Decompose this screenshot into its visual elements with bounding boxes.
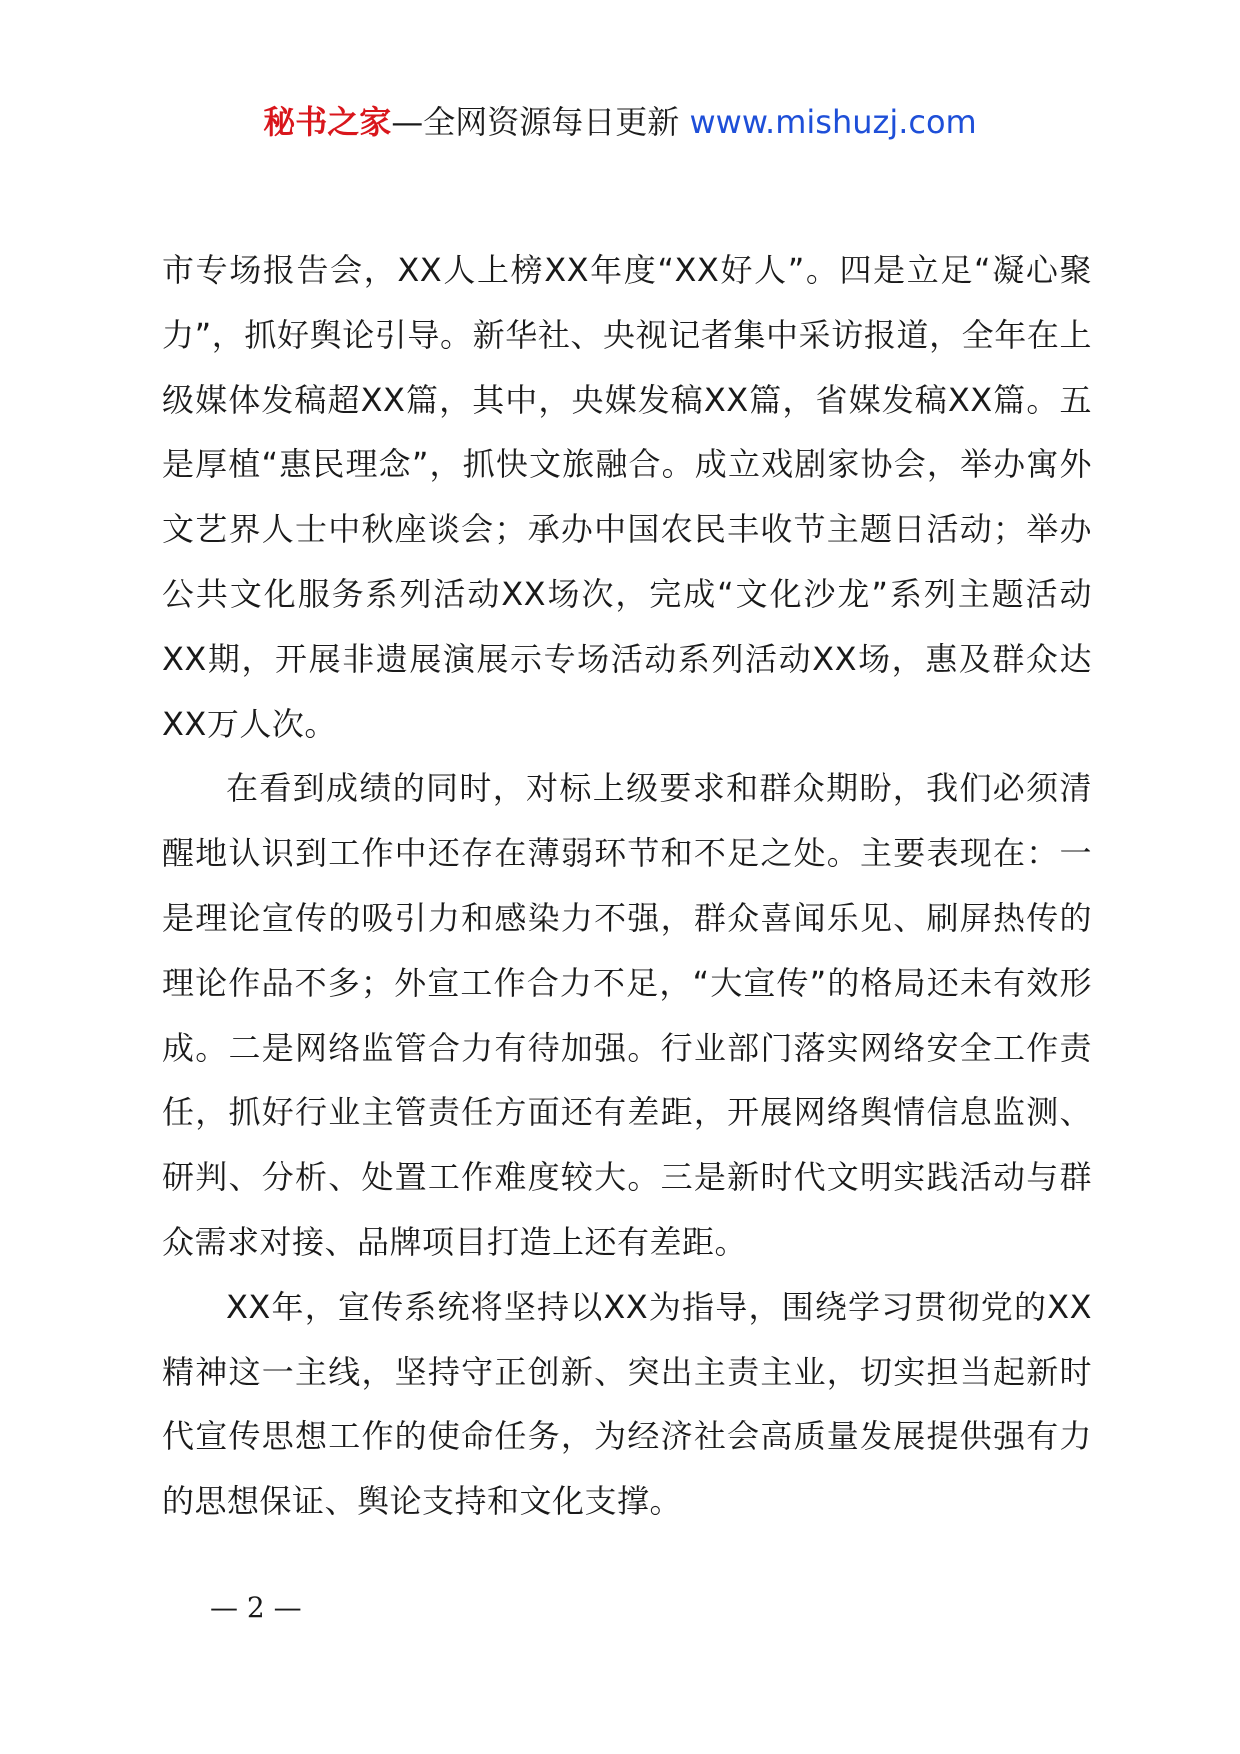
document-body <box>162 238 1092 1534</box>
paragraph-continuation: 市专场报告会，XX人上榜XX年度“XX好人”。四是立足“凝心聚力”，抓好舆论引导。新华社、央视记者集中采访报道，全年在上级媒体发稿超XX篇，其中，央媒发稿XX篇，省媒发稿XX篇。五是厚植“惠民理念”，抓快文旅融合。成立戏剧家协会，举办寓外文艺界人士中秋座谈会；承办中国农民丰收节主题日活动；举办公共文化服务系列活动XX场次，完成“文化沙龙”系列主题活动XX期，开展非遗展演展示专场活动系列活动XX场，惠及群众达XX万人次。 <box>162 251 1092 743</box>
paragraph-outlook: XX年，宣传系统将坚持以XX为指导，围绕学习贯彻党的XX精神这一主线，坚持守正创新、突出主责主业，切实担当起新时代宣传思想工作的使命任务，为经济社会高质量发展提供强有力的思想保证、舆论支持和文化支撑。 <box>162 1287 1092 1521</box>
site-tagline: —全网资源每日更新 <box>391 103 680 141</box>
paragraph-shortcomings: 在看到成绩的同时，对标上级要求和群众期盼，我们必须清醒地认识到工作中还存在薄弱环节和不足之处。主要表现在：一是理论宣传的吸引力和感染力不强，群众喜闻乐见、刷屏热传的理论作品不多；外宣工作合力不足，“大宣传”的格局还未有效形成。二是网络监管合力有待加强。行业部门落实网络安全工作责任，抓好行业主管责任方面还有差距，开展网络舆情信息监测、研判、分析、处置工作难度较大。三是新时代文明实践活动与群众需求对接、品牌项目打造上还有差距。 <box>162 769 1092 1261</box>
page-number: — 2 — <box>210 1591 302 1624</box>
page-header <box>0 100 1240 144</box>
site-brand: 秘书之家 <box>263 103 392 141</box>
site-url: www.mishuzj.com <box>689 103 977 141</box>
